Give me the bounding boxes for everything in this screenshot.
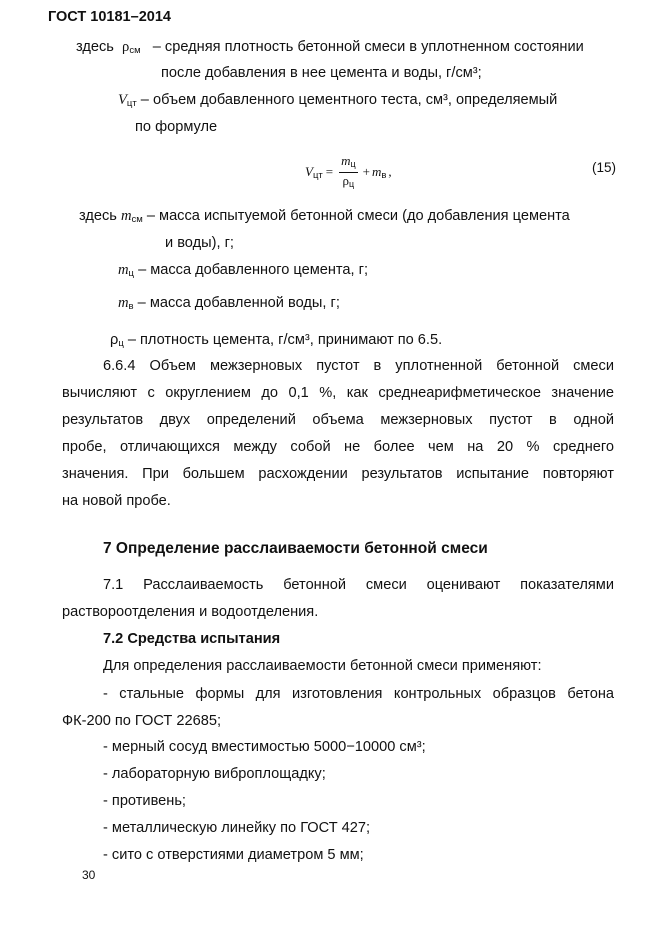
paragraph-6-6-4-line: значения. При большем расхождении результатов испытание повторяют xyxy=(62,466,614,482)
paragraph-6-6-4-line: вычисляют с округлением до 0,1 %, как среднеарифметическое значение xyxy=(62,385,614,401)
list-item-cont: ФК-200 по ГОСТ 22685; xyxy=(62,713,222,729)
formula-fraction xyxy=(339,153,358,192)
symbol-rho-c: $\rho_ц$ xyxy=(110,332,124,349)
section-7-2-intro: Для определения расслаиваемости бетонной смеси применяют: xyxy=(103,658,542,674)
definition-rho-cm xyxy=(76,38,584,60)
definition-text: – масса добавленной воды, г; xyxy=(137,295,340,311)
formula-equals: = xyxy=(325,164,334,179)
definition-m-w xyxy=(118,294,340,316)
section-7-2-heading: 7.2 Средства испытания xyxy=(103,631,281,647)
symbol-m-cm: $m_{см}$ xyxy=(120,208,143,225)
formula-lhs: $V_{цт}$ xyxy=(305,163,323,181)
list-item: - сито с отверстиями диаметром 5 мм; xyxy=(103,847,364,863)
list-item: - стальные формы для изготовления контрольных образцов бетона xyxy=(103,686,614,702)
fraction-numerator: $m_ц$ xyxy=(339,153,358,173)
definition-text: – масса испытуемой бетонной смеси (до добавления цемента xyxy=(146,208,570,224)
definition-rho-c xyxy=(110,331,442,353)
definition-m-cm: здесь $m_{см}$ – масса испытуемой бетонной смеси (до добавления цемента xyxy=(79,208,570,225)
paragraph-6-6-4-line: пробе, отличающихся между собой не более чем на 20 % среднего xyxy=(62,439,614,455)
symbol-m-w: $m_в$ xyxy=(118,295,134,312)
definition-m-c xyxy=(118,261,368,283)
equation-number: (15) xyxy=(592,160,617,175)
list-item: - противень; xyxy=(103,793,186,809)
list-item: - мерный сосуд вместимостью 5000−10000 см³; xyxy=(103,739,426,755)
fraction-denominator: $\rho_ц$ xyxy=(342,172,355,189)
paragraph-6-6-4-last: на новой пробе. xyxy=(62,493,171,509)
formula-15 xyxy=(305,154,392,190)
list-item: - металлическую линейку по ГОСТ 427; xyxy=(103,820,371,836)
definition-v-ct-cont: по формуле xyxy=(135,119,218,135)
symbol-m-c: $m_ц$ xyxy=(118,262,134,279)
definition-rho-cm-cont: после добавления в нее цемента и воды, г/см³; xyxy=(161,65,482,81)
definition-text: – плотность цемента, г/см³, принимают по 6.5. xyxy=(127,332,443,348)
formula-term: $m_в$ xyxy=(371,163,387,181)
symbol-v: $V_{цт}$ xyxy=(118,92,137,109)
formula-plus: + xyxy=(362,164,370,179)
formula-comma: , xyxy=(388,164,392,179)
paragraph-7-1-line: раствороотделения и водоотделения. xyxy=(62,604,319,620)
definition-v-ct xyxy=(118,91,557,113)
paragraph-6-6-4-line: 6.6.4 Объем межзерновых пустот в уплотненной бетонной смеси xyxy=(103,358,614,374)
symbol-rho: $\rho_{см}$ xyxy=(122,39,141,56)
definition-text: – объем добавленного цементного теста, см³, определяемый xyxy=(140,92,558,108)
definition-text: – масса добавленного цемента, г; xyxy=(138,262,369,278)
definition-intro: здесь xyxy=(76,39,114,55)
definition-text: – средняя плотность бетонной смеси в уплотненном состоянии xyxy=(152,39,584,55)
document-header: ГОСТ 10181–2014 xyxy=(48,9,171,25)
section-7-heading: 7 Определение расслаиваемости бетонной смеси xyxy=(103,540,488,557)
paragraph-6-6-4-line: результатов двух определений объема межзерновых пустот в одной xyxy=(62,412,614,428)
paragraph-7-1-line: 7.1 Расслаиваемость бетонной смеси оценивают показателями xyxy=(103,577,614,593)
definition-m-cm-cont: и воды), г; xyxy=(165,235,234,251)
page-number: 30 xyxy=(82,868,96,882)
list-item: - лабораторную виброплощадку; xyxy=(103,766,326,782)
